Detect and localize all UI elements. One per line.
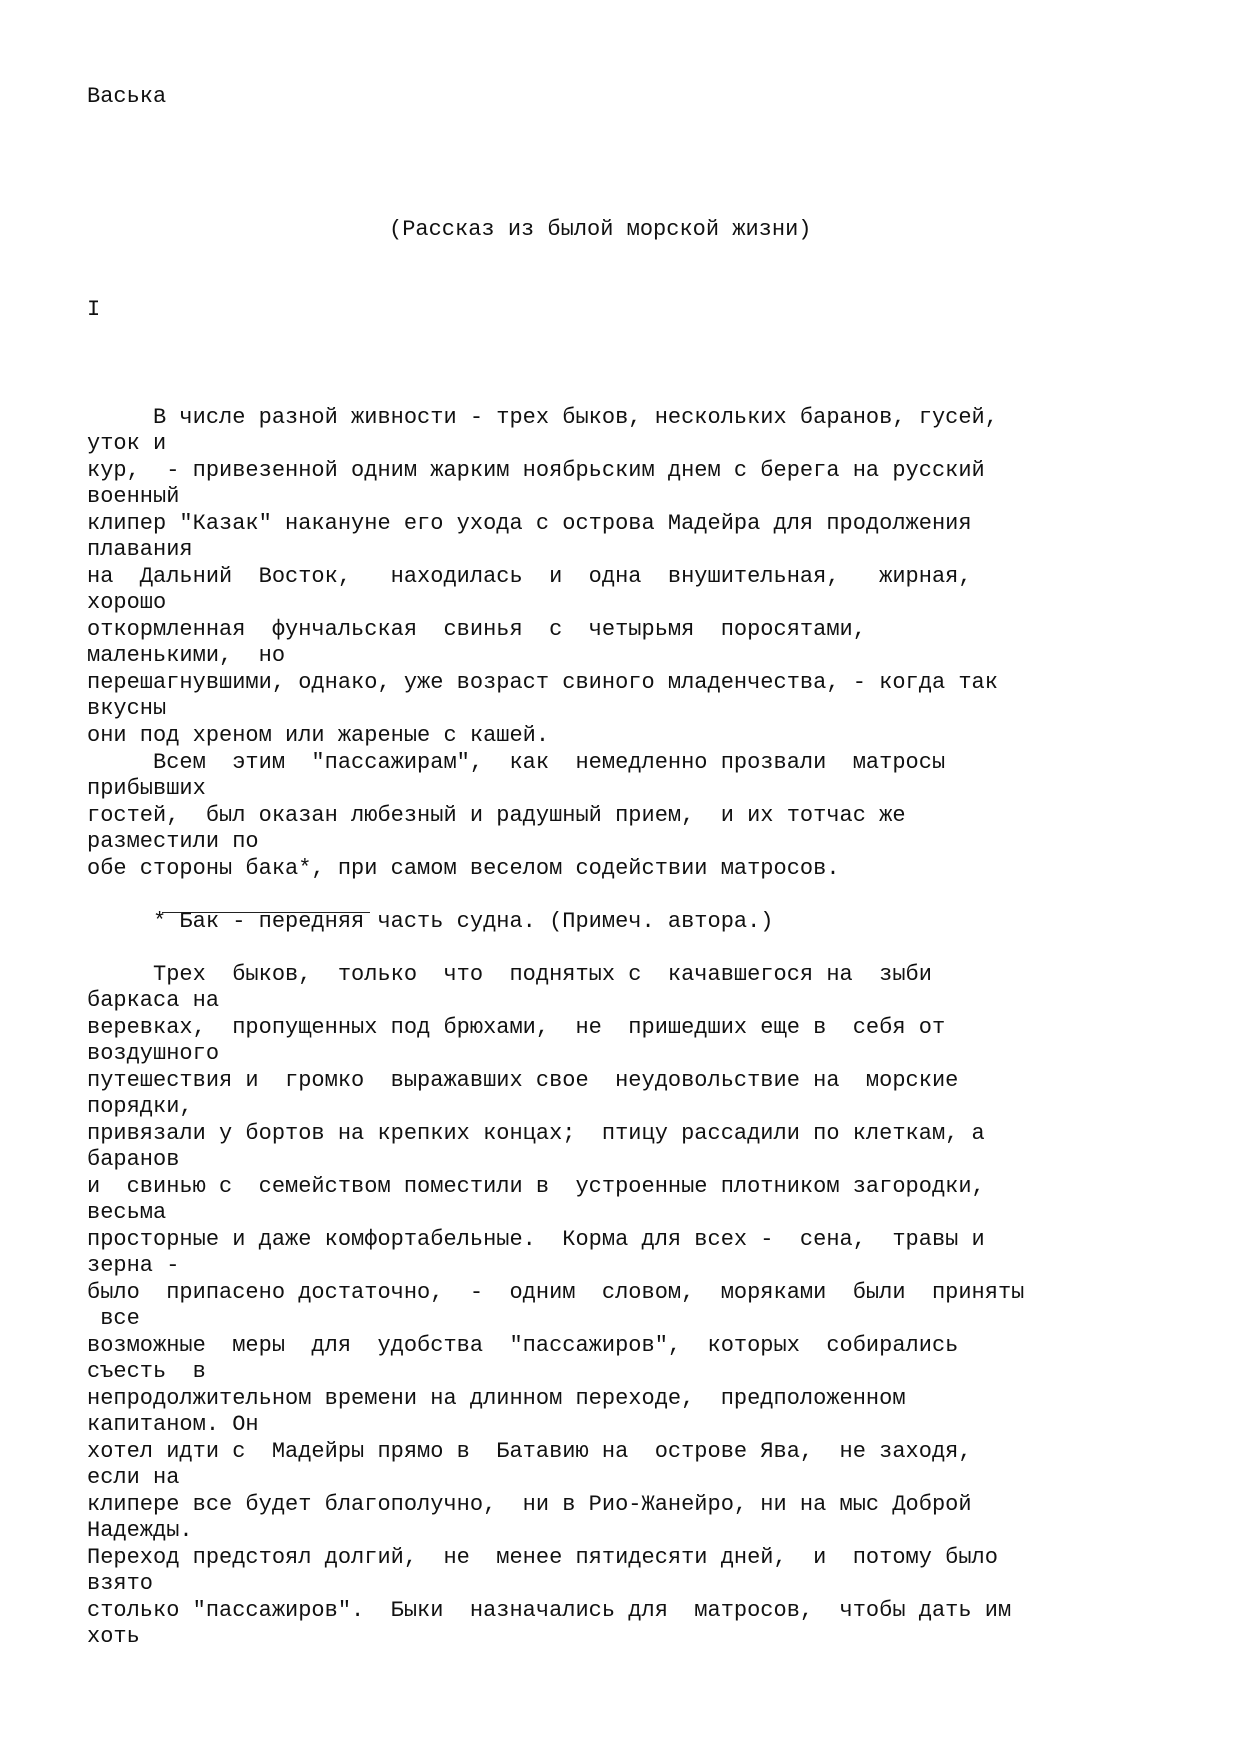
text-line: на Дальний Восток, находилась и одна внушительная, жирная, [87, 564, 972, 589]
text-line: взято [87, 1571, 154, 1596]
text-line: Надежды. [87, 1518, 193, 1543]
text-line: съесть в [87, 1359, 206, 1384]
text-line: плавания [87, 537, 193, 562]
text-line: военный [87, 484, 180, 509]
text-line: Переход предстоял долгий, не менее пятидесяти дней, и потому было [87, 1545, 998, 1570]
text-line: перешагнувшими, однако, уже возраст свиного младенчества, - когда так [87, 670, 998, 695]
text-line: прибывших [87, 776, 206, 801]
text-line: Трех быков, только что поднятых с качавшегося на зыби [87, 962, 932, 987]
text-line: если на [87, 1465, 180, 1490]
text-line: просторные и даже комфортабельные. Корма для всех - сена, травы и [87, 1227, 985, 1252]
text-line: возможные меры для удобства "пассажиров", которых собирались [87, 1333, 959, 1358]
text-line: Всем этим "пассажирам", как немедленно прозвали матросы [87, 750, 946, 775]
text-line: все [87, 1306, 140, 1331]
chapter-number: I [87, 297, 101, 322]
text-line: столько "пассажиров". Быки назначались для матросов, чтобы дать им [87, 1598, 1012, 1623]
text-line: капитаном. Он [87, 1412, 259, 1437]
text-line: они под хреном или жареные с кашей. [87, 723, 550, 748]
text-line: обе стороны бака*, при самом веселом содействии матросов. [87, 856, 840, 881]
footnote: * Бак - передняя часть судна. (Примеч. автора.) [87, 909, 774, 934]
text-line: путешествия и громко выражавших свое неудовольствие на морские [87, 1068, 959, 1093]
text-line: хоть [87, 1624, 140, 1649]
document-subtitle: (Рассказ из былой морской жизни) [389, 217, 812, 242]
text-line: порядки, [87, 1094, 193, 1119]
text-line: клипер "Казак" накануне его ухода с острова Мадейра для продолжения [87, 511, 972, 536]
text-line: В числе разной живности - трех быков, нескольких баранов, гусей, [87, 405, 998, 430]
text-line: вкусны [87, 696, 167, 721]
text-line: было припасено достаточно, - одним словом, моряками были приняты [87, 1280, 1025, 1305]
text-line: хотел идти с Мадейры прямо в Батавию на острове Ява, не заходя, [87, 1439, 972, 1464]
text-line: клипере все будет благополучно, ни в Рио-Жанейро, ни на мыс Доброй [87, 1492, 972, 1517]
text-line: уток и [87, 431, 167, 456]
text-line: разместили по [87, 829, 259, 854]
text-line: баркаса на [87, 988, 220, 1013]
text-line: зерна - [87, 1253, 180, 1278]
text-line: откормленная фунчальская свинья с четырьмя поросятами, [87, 617, 866, 642]
text-line: непродолжительном времени на длинном переходе, предположенном [87, 1386, 906, 1411]
text-line: хорошо [87, 590, 167, 615]
text-line: воздушного [87, 1041, 220, 1066]
text-line: кур, - привезенной одним жарким ноябрьским днем с берега на русский [87, 458, 985, 483]
text-line: маленькими, но [87, 643, 286, 668]
text-line: гостей, был оказан любезный и радушный прием, и их тотчас же [87, 803, 906, 828]
text-line: привязали у бортов на крепких концах; птицу рассадили по клеткам, а [87, 1121, 985, 1146]
text-line: и свинью с семейством поместили в устроенные плотником загородки, [87, 1174, 985, 1199]
text-line: весьма [87, 1200, 167, 1225]
text-line: баранов [87, 1147, 180, 1172]
document-title: Васька [87, 84, 167, 109]
text-line: веревках, пропущенных под брюхами, не пришедших еще в себя от [87, 1015, 946, 1040]
